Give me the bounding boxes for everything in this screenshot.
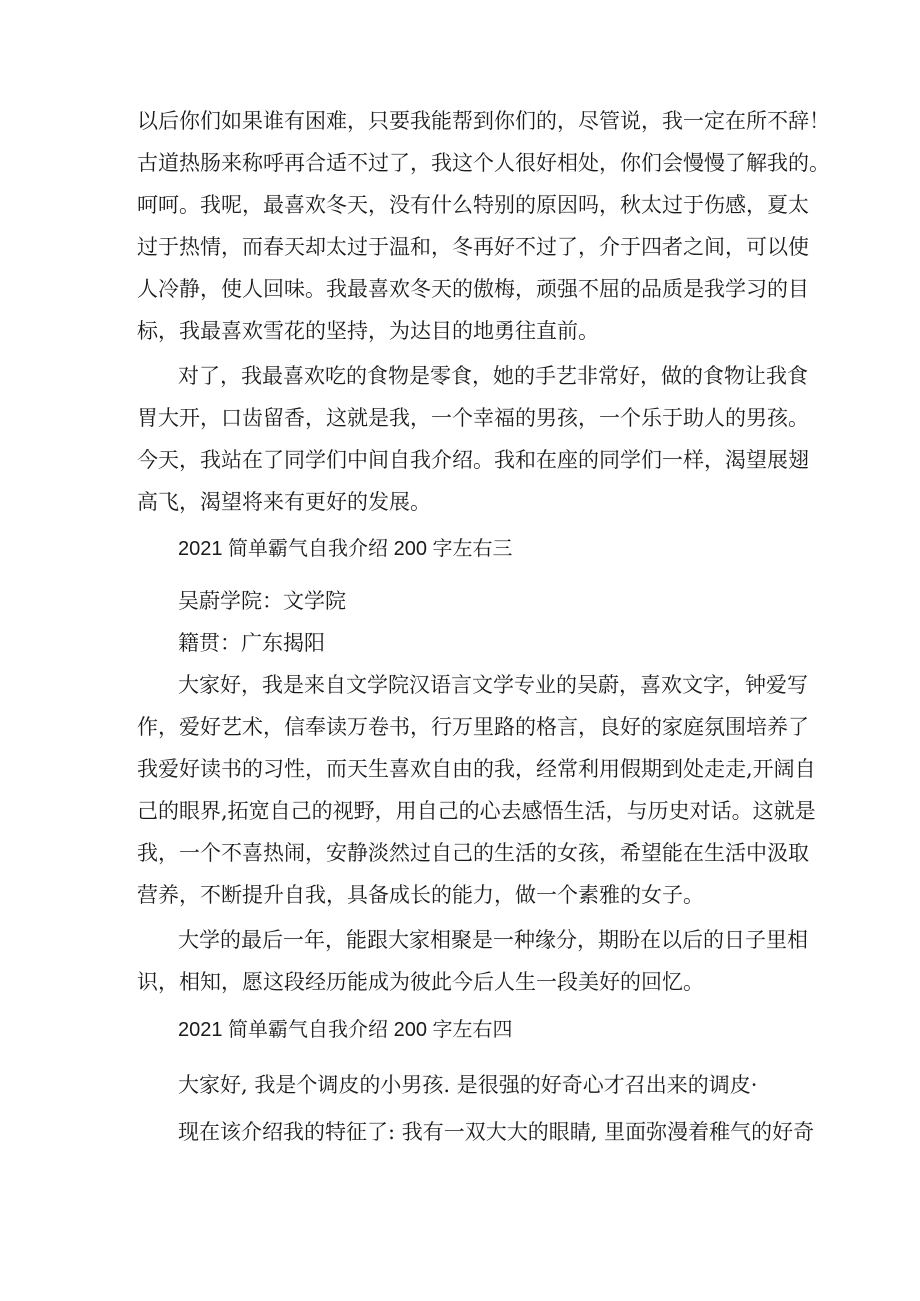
paragraph-2-line-3: 今天，我站在了同学们中间自我介绍。我和在座的同学们一样，渴望展翅 bbox=[137, 448, 809, 472]
paragraph-6-line-1: 现在该介绍我的特征了: 我有一双大大的眼睛, 里面弥漫着稚气的好奇 bbox=[178, 1120, 815, 1144]
paragraph-3-line-2: 作，爱好艺术，信奉读万卷书，行万里路的格言，良好的家庭氛围培养了 bbox=[137, 715, 809, 739]
info-hometown: 籍贯：广东揭阳 bbox=[178, 631, 325, 655]
paragraph-5-line-1: 大家好, 我是个调皮的小男孩. 是很强的好奇心才召出来的调皮· bbox=[178, 1073, 758, 1097]
paragraph-3-line-1: 大家好，我是来自文学院汉语言文学专业的吴蔚，喜欢文字，钟爱写 bbox=[178, 673, 808, 697]
paragraph-1-line-2: 古道热肠来称呼再合适不过了，我这个人很好相处，你们会慢慢了解我的。 bbox=[137, 151, 830, 175]
paragraph-2-line-1: 对了，我最喜欢吃的食物是零食，她的手艺非常好，做的食物让我食 bbox=[178, 364, 808, 388]
section-heading-3: 2021 简单霸气自我介绍 200 字左右三 bbox=[178, 538, 513, 560]
paragraph-1-line-1: 以后你们如果谁有困难，只要我能帮到你们的，尽管说，我一定在所不辞！ bbox=[137, 109, 830, 133]
paragraph-1-line-6: 标，我最喜欢雪花的坚持，为达目的地勇往直前。 bbox=[137, 319, 599, 343]
paragraph-1-line-3: 呵呵。我呢，最喜欢冬天，没有什么特别的原因吗，秋太过于伤感，夏太 bbox=[137, 193, 809, 217]
paragraph-2-line-2: 胃大开，口齿留香，这就是我，一个幸福的男孩，一个乐于助人的男孩。 bbox=[137, 406, 809, 430]
paragraph-2-line-4: 高飞，渴望将来有更好的发展。 bbox=[137, 490, 431, 514]
paragraph-3-line-6: 营养，不断提升自我，具备成长的能力，做一个素雅的女子。 bbox=[137, 883, 704, 907]
info-college: 吴蔚学院：文学院 bbox=[178, 589, 346, 613]
paragraph-3-line-5: 我，一个不喜热闹，安静淡然过自己的生活的女孩，希望能在生活中汲取 bbox=[137, 841, 809, 865]
paragraph-3-line-3: 我爱好读书的习性，而天生喜欢自由的我，经常利用假期到处走走,开阔自 bbox=[137, 757, 816, 781]
section-heading-4: 2021 简单霸气自我介绍 200 字左右四 bbox=[178, 1019, 513, 1041]
paragraph-1-line-4: 过于热情，而春天却太过于温和，冬再好不过了，介于四者之间，可以使 bbox=[137, 235, 809, 259]
paragraph-3-line-4: 己的眼界,拓宽自己的视野，用自己的心去感悟生活，与历史对话。这就是 bbox=[137, 799, 816, 823]
paragraph-1-line-5: 人冷静，使人回味。我最喜欢冬天的傲梅，顽强不屈的品质是我学习的目 bbox=[137, 277, 809, 301]
paragraph-4-line-2: 识，相知，愿这段经历能成为彼此今后人生一段美好的回忆。 bbox=[137, 970, 704, 994]
paragraph-4-line-1: 大学的最后一年，能跟大家相聚是一种缘分，期盼在以后的日子里相 bbox=[178, 928, 808, 952]
